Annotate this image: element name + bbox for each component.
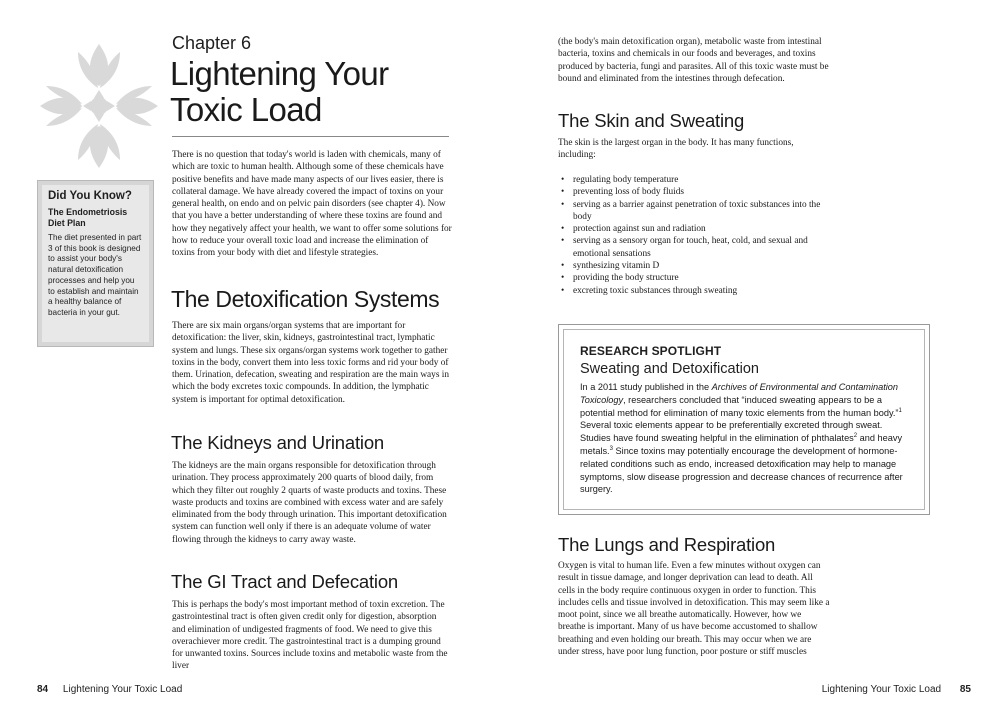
footnote-ref: 2 [853,433,858,440]
kidneys-heading: The Kidneys and Urination [171,432,385,453]
spotlight-text: , researchers concluded that “induced sweating appears to be a potential method for elimination of many toxic elements from the human body.” [580,394,899,418]
list-item: • serving as a sensory organ for touch, heat, cold, and sexual and emotional sensations [558,235,833,260]
sidebar-heading: Did You Know? [48,190,132,202]
list-item: • excreting toxic substances through sweating [558,285,833,297]
footnote-ref: 1 [898,407,902,414]
continued-paragraph: (the body's main detoxification organ), metabolic waste from intestinal bacteria, toxins and chemicals in our foods and beverages, and toxins produced by bacteria, fungi and parasites. All of this toxic waste must be bound and eliminated from the intestines through defecation. [558,37,829,84]
spotlight-heading: RESEARCH SPOTLIGHT [580,344,722,358]
sidebar-body: The diet presented in part 3 of this book is designed to assist your body's natural detoxification processes and help you to establish and maintain a healthy balance of bacteria in your gut. [48,233,142,317]
gi-tract-paragraph: This is perhaps the body's most important method of toxin excretion. The gastrointestinal tract is often given credit only for digestion, absorption and elimination of undigested fragments of food. We need to give this overachiever more credit. The gastrointestinal tract is a dumping ground for unwanted toxins. Sources include toxins and metabolic waste from the liver [172,600,448,672]
chapter-title [170,56,470,128]
list-item: • synthesizing vitamin D [558,260,833,272]
floral-ornament-icon [38,40,160,172]
lungs-heading: The Lungs and Respiration [558,534,776,555]
left-folio [37,684,182,695]
list-item: • regulating body temperature [558,174,833,186]
skin-functions-list [558,174,833,297]
sidebar-subheading: The Endometriosis Diet Plan [48,207,128,228]
chapter-title-line-1: Lightening Your [170,55,389,92]
did-you-know-sidebar [37,180,154,347]
footnote-ref: 3 [609,445,613,452]
running-title-left: Lightening Your Toxic Load [62,684,183,695]
list-item: • serving as a barrier against penetration of toxic substances into the body [558,199,833,224]
list-item: • protection against sun and radiation [558,223,833,235]
skin-heading: The Skin and Sweating [558,110,745,131]
chapter-label: Chapter 6 [172,33,252,53]
running-title-right: Lightening Your Toxic Load [821,684,942,695]
kidneys-paragraph: The kidneys are the main organs responsible for detoxification through urination. They process approximately 200 quarts of blood daily, from which they filter out roughly 2 quarts of waste products and toxins. These waste products and toxins are combined with excess water and are safely eliminated from the body through urination. This important detoxification system can function well only if there is an adequate volume of water flowing through the kidneys to carry away waste. [172,461,447,545]
intro-paragraph: There is no question that today's world is laden with chemicals, many of which are toxic to human health. Although some of these chemicals have positive benefits and have made many aspects of our lives easier, there is collateral damage. We have already covered the impact of toxins on your general health, on endo and on pelvic pain disorders (see chapter 4). Now that you have a better understanding of where these toxins are found and how they negatively affect your health, we want to offer some solutions for how to reduce your overall toxic load and increase the elimination of toxins from your body with diet and lifestyle strategies. [172,150,452,259]
research-spotlight-box [558,324,930,515]
spotlight-text: In a 2011 study published in the [580,382,712,392]
spotlight-body [580,381,910,496]
list-item: • preventing loss of body fluids [558,186,833,198]
list-item: • providing the body structure [558,272,833,284]
lungs-paragraph: Oxygen is vital to human life. Even a few minutes without oxygen can result in tissue damage, and longer deprivation can lead to death. All cells in the body require continuous oxygen in order to function. This includes cells and tissue involved in detoxification. This may seem like a moot point, since we all breathe automatically. However, how we breathe is important. Many of us have become accustomed to shallow breathing and even holding our breath. This may occur when we are under stress, have poor lung function, poor posture or stiff muscles [558,561,830,658]
title-divider [172,136,449,137]
spotlight-text: and heavy metals. [580,433,903,456]
journal-title: Archives of Environmental and Contamination Toxicology [580,382,899,405]
detoxification-paragraph: There are six main organs/organ systems that are important for detoxification: the liver, skin, kidneys, gastrointestinal tract, lymphatic system and lungs. These six organs/organ systems work together to gather toxins in the body, convert them into less toxic forms and rid your body of them. Urination, defecation, sweating and respiration are the main ways in which the body excretes toxic compounds. In addition, the lymphatic system is important for optimal detoxification. [172,321,450,405]
detoxification-systems-heading: The Detoxification Systems [171,286,440,312]
skin-intro: The skin is the largest organ in the body. It has many functions, including: [558,138,794,161]
spotlight-subheading: Sweating and Detoxification [580,361,759,377]
page-number-left: 84 [37,684,49,695]
spotlight-text: Several toxic elements appear to be preferentially excreted through sweat. Studies have found sweating helpful in the elimination of phthalates [580,420,883,444]
chapter-title-line-2: Toxic Load [170,91,322,128]
page-number-right: 85 [959,684,971,695]
gi-tract-heading: The GI Tract and Defecation [171,571,398,592]
spotlight-text: Since toxins may potentially encourage the development of hormone-related conditions such as endo, increased detoxification may help to manage symptoms, slow disease progression and decrease chances of recurrence after surgery. [580,445,903,495]
right-folio [822,684,971,695]
